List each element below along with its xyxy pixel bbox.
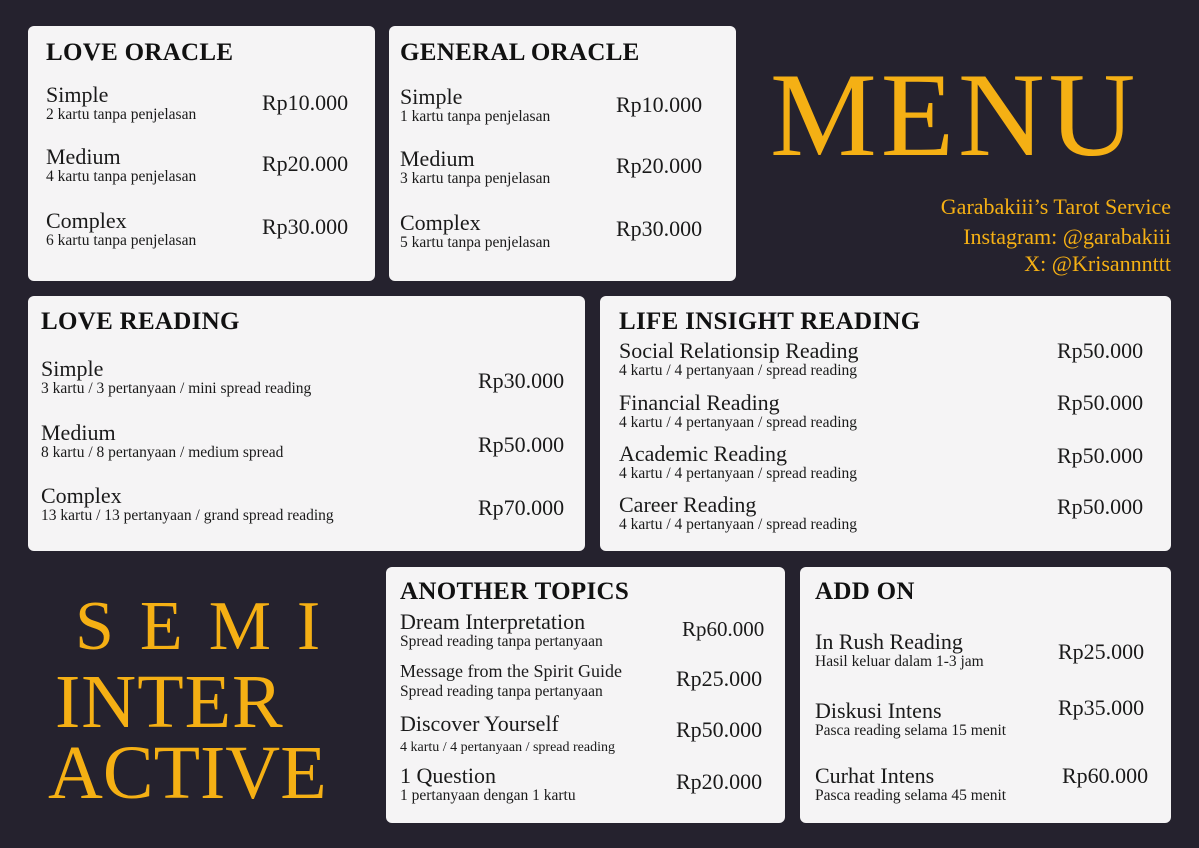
menu-item [619, 494, 857, 533]
menu-item [400, 611, 603, 650]
menu-item [400, 212, 550, 251]
another-topics-title: ANOTHER TOPICS [400, 578, 630, 605]
item-price: Rp35.000 [1058, 695, 1145, 720]
item-desc: Spread reading tanpa pertanyaan [400, 633, 603, 650]
item-name: Medium [41, 420, 116, 445]
item-desc: 5 kartu tanpa penjelasan [400, 234, 551, 251]
item-name: Academic Reading [619, 441, 787, 466]
menu-item [400, 662, 622, 700]
item-price: Rp30.000 [262, 214, 349, 239]
item-name: Career Reading [619, 492, 757, 517]
menu-item [41, 422, 283, 461]
item-price: Rp50.000 [478, 432, 565, 457]
item-desc: 3 kartu tanpa penjelasan [400, 170, 551, 187]
menu-item [46, 84, 196, 123]
add-on-card [800, 567, 1171, 823]
item-price: Rp20.000 [262, 151, 349, 176]
item-price: Rp70.000 [478, 495, 565, 520]
item-desc: 4 kartu / 4 pertanyaan / spread reading [619, 465, 858, 482]
item-name: Simple [46, 82, 109, 107]
item-desc: 4 kartu / 4 pertanyaan / spread reading [400, 740, 615, 755]
menu-item [815, 765, 1006, 804]
menu-item [400, 765, 576, 804]
item-desc: 3 kartu / 3 pertanyaan / mini spread reading [41, 380, 312, 397]
item-desc: 2 kartu tanpa penjelasan [46, 106, 197, 123]
item-price: Rp50.000 [1057, 338, 1144, 363]
item-price: Rp30.000 [478, 368, 565, 393]
love-reading-card [28, 296, 585, 551]
item-name: Simple [400, 84, 463, 109]
item-name: In Rush Reading [815, 629, 963, 654]
menu-item [46, 210, 196, 249]
item-desc: 4 kartu / 4 pertanyaan / spread reading [619, 414, 858, 431]
item-desc: Pasca reading selama 15 menit [815, 722, 1007, 739]
item-price: Rp25.000 [676, 666, 763, 691]
item-desc: 4 kartu / 4 pertanyaan / spread reading [619, 362, 858, 379]
item-name: Dream Interpretation [400, 609, 586, 634]
instagram-handle: Instagram: @garabakiii [963, 224, 1171, 249]
item-price: Rp30.000 [616, 216, 703, 241]
item-price: Rp20.000 [676, 769, 763, 794]
item-price: Rp20.000 [616, 153, 703, 178]
item-price: Rp10.000 [616, 92, 703, 117]
menu-item [46, 146, 196, 185]
item-name: Message from the Spirit Guide [400, 661, 622, 681]
semi-label: SEMI [75, 588, 347, 665]
general-oracle-card [389, 26, 736, 281]
item-name: Complex [41, 483, 122, 508]
menu-item [815, 631, 984, 670]
item-name: Simple [41, 356, 104, 381]
item-desc: 1 pertanyaan dengan 1 kartu [400, 787, 576, 804]
menu-item [619, 443, 857, 482]
item-price: Rp50.000 [1057, 390, 1144, 415]
item-price: Rp50.000 [1057, 494, 1144, 519]
another-topics-card [386, 567, 785, 823]
menu-item [41, 485, 334, 524]
item-desc: Pasca reading selama 45 menit [815, 787, 1007, 804]
inter-label: INTER [55, 660, 284, 744]
item-name: Discover Yourself [400, 711, 559, 736]
love-oracle-card [28, 26, 375, 281]
add-on-title: ADD ON [815, 578, 915, 605]
menu-item [815, 700, 1006, 739]
life-insight-card [600, 296, 1171, 551]
life-insight-title: LIFE INSIGHT READING [619, 308, 921, 335]
item-name: Medium [46, 144, 121, 169]
item-desc: 13 kartu / 13 pertanyaan / grand spread reading [41, 507, 334, 524]
item-desc: 6 kartu tanpa penjelasan [46, 232, 197, 249]
menu-item [619, 340, 859, 379]
item-name: Complex [400, 210, 481, 235]
item-desc: Hasil keluar dalam 1-3 jam [815, 653, 984, 670]
general-oracle-title: GENERAL ORACLE [400, 39, 640, 66]
item-name: Financial Reading [619, 390, 780, 415]
item-price: Rp60.000 [682, 617, 765, 641]
item-price: Rp60.000 [1062, 763, 1149, 788]
item-desc: 8 kartu / 8 pertanyaan / medium spread [41, 444, 284, 461]
item-desc: Spread reading tanpa pertanyaan [400, 683, 603, 700]
item-name: 1 Question [400, 763, 496, 788]
love-oracle-title: LOVE ORACLE [46, 39, 234, 66]
item-desc: 4 kartu / 4 pertanyaan / spread reading [619, 516, 858, 533]
item-price: Rp25.000 [1058, 639, 1145, 664]
item-desc: 4 kartu tanpa penjelasan [46, 168, 197, 185]
menu-item [400, 86, 550, 125]
menu-item [41, 358, 311, 397]
item-price: Rp50.000 [676, 717, 763, 742]
item-name: Curhat Intens [815, 763, 935, 788]
service-name: Garabakiii’s Tarot Service [940, 194, 1171, 219]
x-handle: X: @Krisannnttt [1024, 251, 1171, 276]
menu-item [619, 392, 857, 431]
item-price: Rp50.000 [1057, 443, 1144, 468]
menu-title: MENU [770, 48, 1140, 181]
active-label: ACTIVE [48, 731, 327, 815]
item-name: Social Relationsip Reading [619, 338, 859, 363]
item-price: Rp10.000 [262, 90, 349, 115]
item-desc: 1 kartu tanpa penjelasan [400, 108, 551, 125]
menu-item [400, 148, 550, 187]
item-name: Medium [400, 146, 475, 171]
love-reading-title: LOVE READING [41, 308, 240, 335]
item-name: Diskusi Intens [815, 698, 942, 723]
menu-item [400, 713, 615, 755]
item-name: Complex [46, 208, 127, 233]
